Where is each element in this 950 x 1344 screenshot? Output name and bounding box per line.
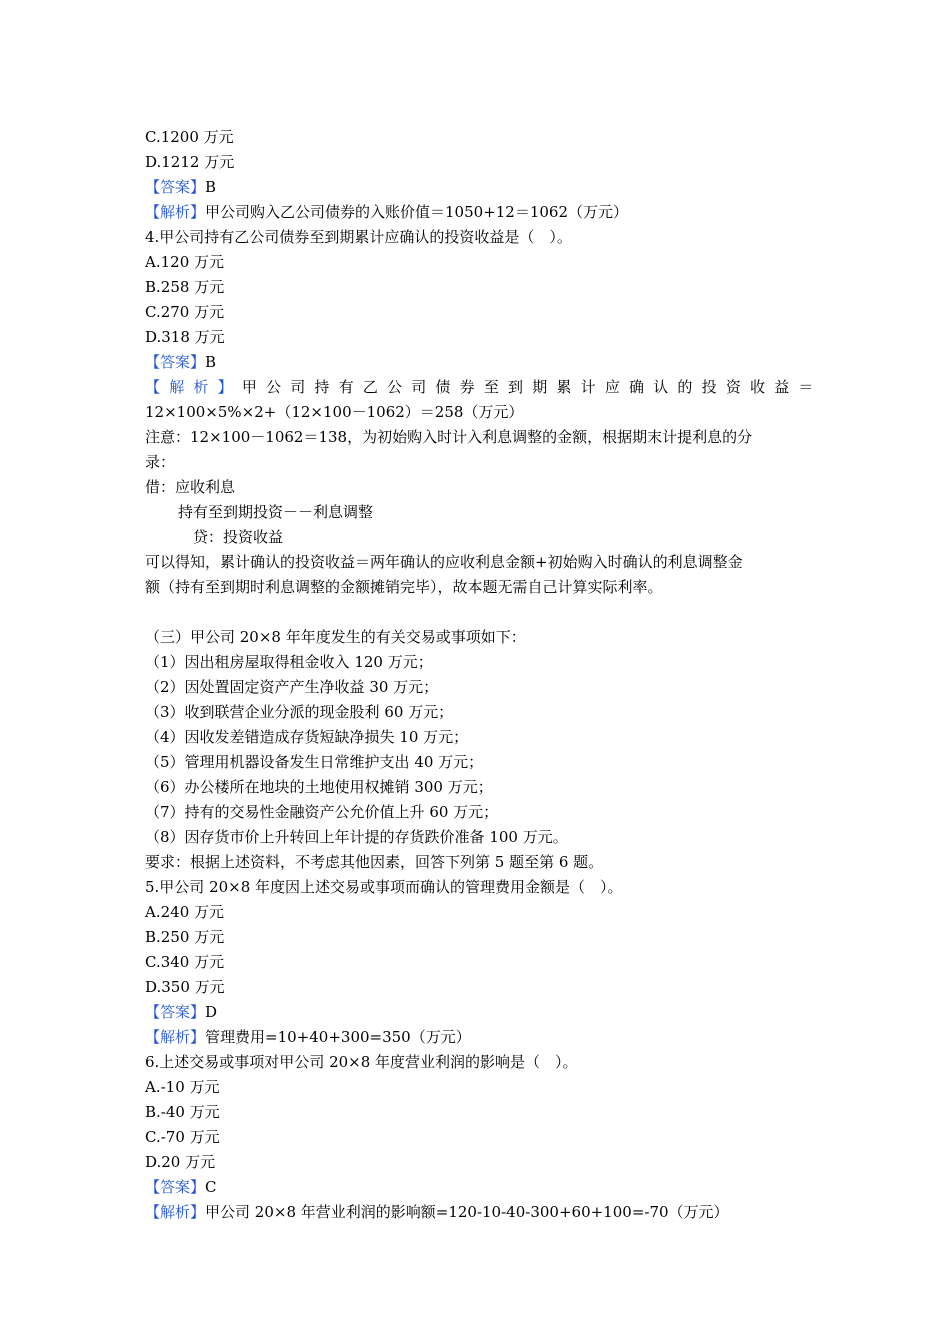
- section3-item: （7）持有的交易性金融资产公允价值上升 60 万元；: [145, 803, 499, 821]
- answer-tag: 【答案】: [145, 353, 206, 371]
- answer-value: C: [205, 1178, 217, 1196]
- q5-option-b: B.250 万元: [145, 928, 225, 946]
- q5-option-a: A.240 万元: [145, 903, 224, 921]
- explanation-text: 甲公司购入乙公司债券的入账价值＝1050+12＝1062（万元）: [205, 203, 629, 221]
- section3-item: （1）因出租房屋取得租金收入 120 万元；: [145, 653, 433, 671]
- journal-entry-debit-sub: 持有至到期投资－－利息调整: [178, 503, 374, 521]
- explanation-text: 管理费用=10+40+300=350（万元）: [205, 1028, 471, 1046]
- q4-answer: [145, 350, 810, 375]
- section3-item: （2）因处置固定资产产生净收益 30 万元；: [145, 678, 439, 696]
- journal-entry-debit: 借：应收利息: [145, 478, 236, 496]
- q5-explanation: [145, 1025, 810, 1050]
- section3-item: （3）收到联营企业分派的现金股利 60 万元；: [145, 703, 454, 721]
- section3-requirement: 要求：根据上述资料，不考虑其他因素，回答下列第 5 题至第 6 题。: [145, 853, 604, 871]
- q6-option-b: B.-40 万元: [145, 1103, 220, 1121]
- explanation-tag: 【解析】: [145, 203, 206, 221]
- explanation-tag: 【解析】: [145, 1028, 206, 1046]
- answer-value: B: [205, 178, 217, 196]
- q4-explanation-line2: 12×100×5%×2+（12×100－1062）＝258（万元）: [145, 403, 524, 421]
- q4-stem: 4.甲公司持有乙公司债券至到期累计应确认的投资收益是（ ）。: [145, 228, 572, 246]
- q6-answer: [145, 1175, 810, 1200]
- section3-item: （5）管理用机器设备发生日常维护支出 40 万元；: [145, 753, 484, 771]
- q4-note-line1: 注意：12×100－1062＝138，为初始购入时计入利息调整的金额，根据期末计提利息的分: [145, 428, 753, 446]
- q6-stem: 6.上述交易或事项对甲公司 20×8 年度营业利润的影响是（ ）。: [145, 1053, 578, 1071]
- q5-answer: [145, 1000, 810, 1025]
- explanation-tag: 【解析】: [145, 378, 242, 396]
- answer-value: D: [205, 1003, 218, 1021]
- q4-option-a: A.120 万元: [145, 253, 224, 271]
- q3-option-d: D.1212 万元: [145, 153, 235, 171]
- q3-answer: [145, 175, 810, 200]
- q4-conclusion-line2: 额（持有至到期时利息调整的金额摊销完毕），故本题无需自己计算实际利率。: [145, 578, 663, 596]
- q6-option-d: D.20 万元: [145, 1153, 216, 1171]
- q4-option-c: C.270 万元: [145, 303, 225, 321]
- q3-option-c: C.1200 万元: [145, 128, 234, 146]
- answer-value: B: [205, 353, 217, 371]
- q4-explanation-line1: [145, 375, 823, 400]
- journal-entry-credit: 贷：投资收益: [193, 528, 284, 546]
- q4-note-line2: 录：: [145, 453, 176, 471]
- explanation-text: 甲公司 20×8 年营业利润的影响额=120-10-40-300+60+100=-70（万元）: [205, 1203, 729, 1221]
- section3-item: （6）办公楼所在地块的土地使用权摊销 300 万元；: [145, 778, 493, 796]
- q4-option-b: B.258 万元: [145, 278, 225, 296]
- q3-explanation: [145, 200, 810, 225]
- q6-option-a: A.-10 万元: [145, 1078, 220, 1096]
- explanation-tag: 【解析】: [145, 1203, 206, 1221]
- q4-conclusion-line1: 可以得知，累计确认的投资收益＝两年确认的应收利息金额+初始购入时确认的利息调整金: [145, 553, 743, 571]
- section3-item: （8）因存货市价上升转回上年计提的存货跌价准备 100 万元。: [145, 828, 568, 846]
- section3-item: （4）因收发差错造成存货短缺净损失 10 万元；: [145, 728, 469, 746]
- explanation-text: 甲公司持有乙公司债券至到期累计应确认的投资收益＝: [241, 378, 823, 396]
- q5-option-c: C.340 万元: [145, 953, 225, 971]
- answer-tag: 【答案】: [145, 178, 206, 196]
- q6-option-c: C.-70 万元: [145, 1128, 220, 1146]
- q5-stem: 5.甲公司 20×8 年度因上述交易或事项而确认的管理费用金额是（ ）。: [145, 878, 623, 896]
- q4-option-d: D.318 万元: [145, 328, 225, 346]
- q6-explanation: [145, 1200, 810, 1225]
- section3-intro: （三）甲公司 20×8 年年度发生的有关交易或事项如下：: [145, 628, 526, 646]
- answer-tag: 【答案】: [145, 1178, 206, 1196]
- answer-tag: 【答案】: [145, 1003, 206, 1021]
- q5-option-d: D.350 万元: [145, 978, 225, 996]
